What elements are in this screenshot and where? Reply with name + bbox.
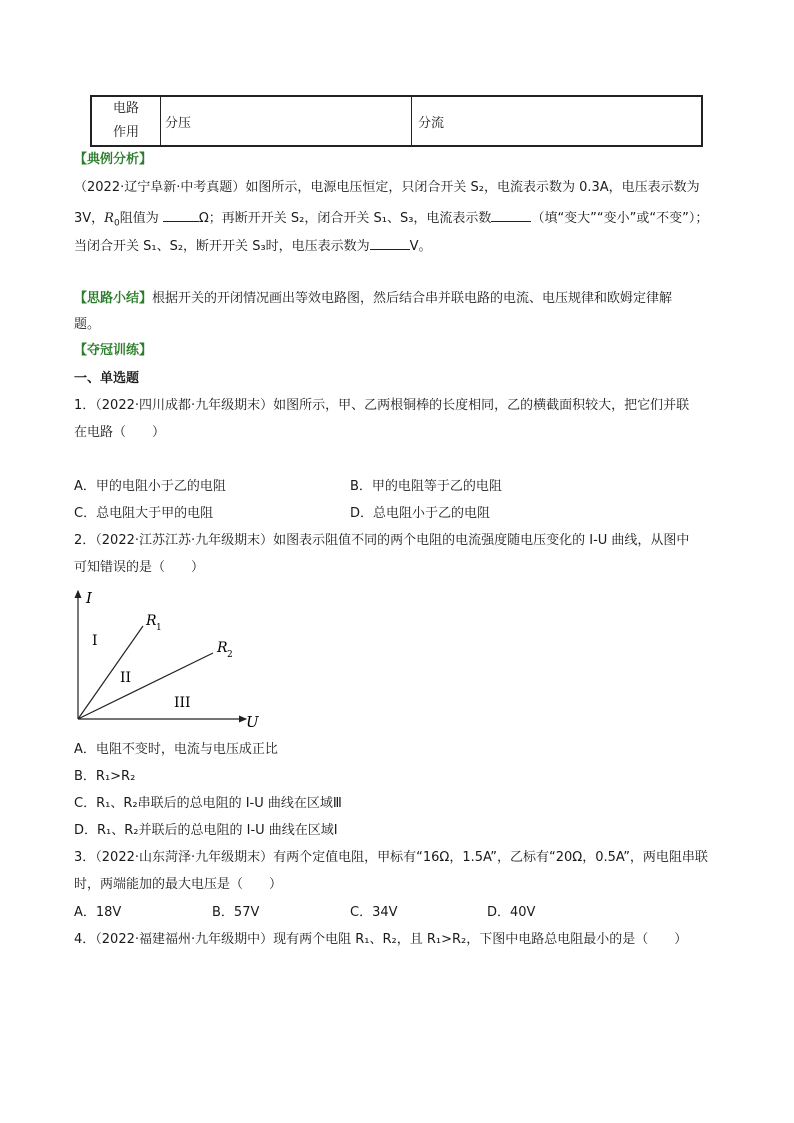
q2-line-1: 2．（2022·江苏江苏·九年级期末）如图表示阻值不同的两个电阻的电流强度随电压变化的 I-U 曲线，从图中	[74, 533, 690, 548]
q2-option-d[interactable]: D．R₁、R₂并联后的总电阻的 I-U 曲线在区域Ⅰ	[74, 823, 338, 838]
row-label-line2: 作用	[112, 125, 139, 140]
iu-graph	[60, 585, 280, 735]
q1-line-1: 1．（2022·四川成都·九年级期末）如图所示，甲、乙两根铜棒的长度相同，乙的横截面积较大，把它们并联	[74, 398, 690, 413]
summary-line-2: 题。	[74, 317, 101, 332]
r2-subscript: 2	[227, 650, 233, 660]
r1-label: R	[146, 613, 157, 629]
table-row-label	[91, 96, 161, 146]
region-1-label: I	[92, 633, 98, 649]
q3-option-c[interactable]: C．34V	[350, 905, 398, 920]
q4-line-1: 4．（2022·福建福州·九年级期中）现有两个电阻 R₁、R₂，且 R₁>R₂，下图中电路总电阻最小的是（ ）	[74, 932, 688, 947]
example-line-2-start: 3V，	[74, 211, 105, 226]
example-line-3-start: 当闭合开关 S₁、S₂，断开开关 S₃时，电压表示数为	[74, 239, 370, 254]
answer-blank-2[interactable]	[491, 208, 531, 222]
summary-heading: 【思路小结】	[74, 291, 153, 306]
y-axis-label: I	[86, 589, 92, 607]
q3-line-1: 3．（2022·山东菏泽·九年级期末）有两个定值电阻，甲标有“16Ω，1.5A”，乙标有“20Ω，0.5A”，两电阻串联	[74, 850, 708, 865]
example-line-2-mid: 阻值为	[119, 211, 163, 226]
answer-blank-1[interactable]	[163, 208, 199, 222]
q3-option-a[interactable]: A．18V	[74, 905, 122, 920]
example-line-3	[74, 236, 432, 256]
table-cell-parallel: 分流	[412, 96, 703, 146]
resistor-r0-subscript: 0	[113, 218, 120, 229]
q1-option-b[interactable]: B．甲的电阻等于乙的电阻	[350, 479, 502, 494]
section-title: 一、单选题	[74, 371, 140, 386]
q3-option-d[interactable]: D．40V	[487, 905, 536, 920]
training-heading: 【夺冠训练】	[74, 343, 153, 358]
example-line-2-cont: Ω；再断开开关 S₂，闭合开关 S₁、S₃，电流表示数	[198, 211, 492, 226]
q3-option-b[interactable]: B．57V	[212, 905, 260, 920]
q3-line-2: 时，两端能加的最大电压是（ ）	[74, 877, 283, 892]
circuit-function-table	[90, 95, 703, 147]
table-cell-series: 分压	[161, 96, 412, 146]
q1-line-2: 在电路（ ）	[74, 425, 166, 440]
example-line-1: （2022·辽宁阜新·中考真题）如图所示，电源电压恒定，只闭合开关 S₂，电流表示数为 0.3A，电压表示数为	[74, 180, 700, 195]
q1-option-a[interactable]: A．甲的电阻小于乙的电阻	[74, 479, 226, 494]
summary-text-1: 根据开关的开闭情况画出等效电路图，然后结合串并联电路的电流、电压规律和欧姆定律解	[152, 291, 673, 306]
q1-option-c[interactable]: C．总电阻大于甲的电阻	[74, 506, 214, 521]
region-2-label: II	[120, 670, 132, 686]
example-heading: 【典例分析】	[74, 152, 153, 167]
r1-subscript: 1	[156, 623, 162, 633]
row-label-line1: 电路	[112, 101, 139, 116]
region-3-label: III	[174, 695, 191, 711]
r2-label: R	[217, 640, 228, 656]
q2-option-c[interactable]: C．R₁、R₂串联后的总电阻的 I-U 曲线在区域Ⅲ	[74, 796, 342, 811]
q2-option-b[interactable]: B．R₁>R₂	[74, 769, 136, 784]
x-axis-label: U	[246, 713, 259, 731]
r2-line	[78, 653, 213, 719]
summary-line-1	[74, 290, 672, 308]
q1-option-d[interactable]: D．总电阻小于乙的电阻	[350, 506, 491, 521]
resistor-r0-symbol: R	[104, 211, 114, 226]
r1-line	[78, 626, 143, 719]
answer-blank-3[interactable]	[370, 236, 410, 250]
example-line-2-end: （填“变大”“变小”或“不变”）；	[531, 211, 709, 226]
example-line-2	[74, 208, 708, 233]
example-line-3-end: V。	[409, 239, 432, 254]
q2-option-a[interactable]: A．电阻不变时，电流与电压成正比	[74, 742, 278, 757]
q2-line-2: 可知错误的是（ ）	[74, 560, 205, 575]
